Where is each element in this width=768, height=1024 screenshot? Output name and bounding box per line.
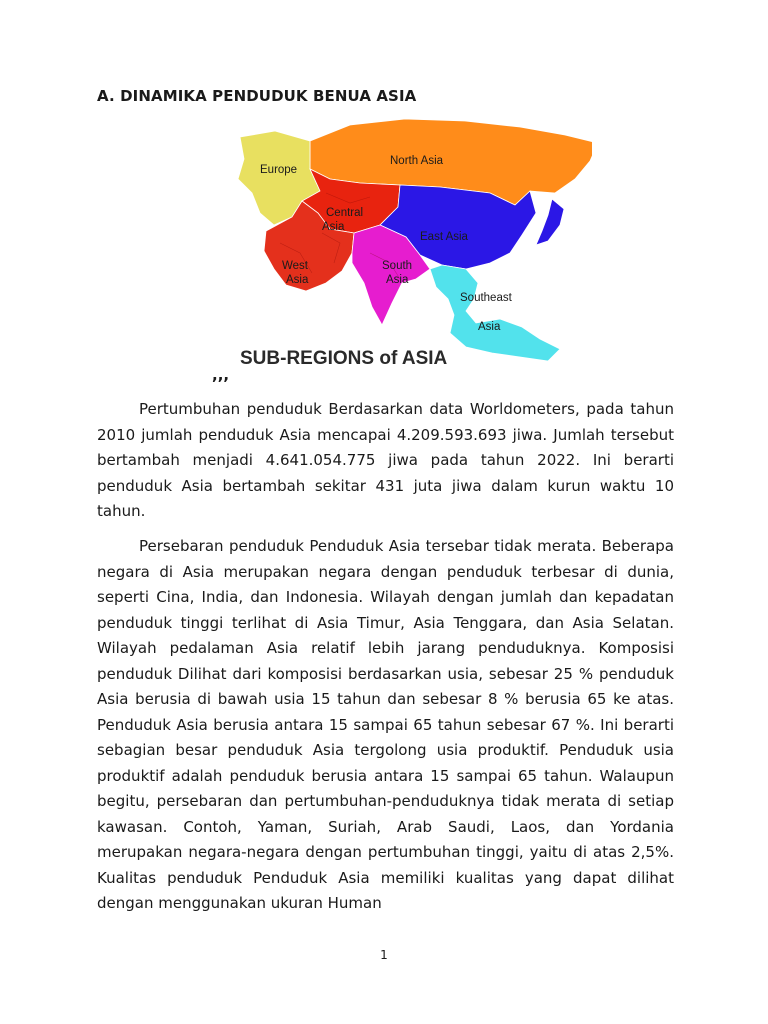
label-west-asia-1: West: [282, 260, 308, 272]
section-heading: A. DINAMIKA PENDUDUK BENUA ASIA: [97, 87, 417, 105]
label-north-asia: North Asia: [390, 155, 444, 167]
label-europe: Europe: [260, 164, 298, 176]
label-southeast-asia-1: Southeast: [460, 292, 512, 304]
asia-subregions-map: [230, 113, 592, 375]
paragraph-population-growth: [97, 397, 674, 525]
map-title: SUB-REGIONS of ASIA: [240, 348, 448, 369]
label-west-asia-2: Asia: [286, 274, 309, 286]
label-south-asia-1: South: [382, 260, 413, 272]
label-central-asia-2: Asia: [322, 221, 345, 233]
stray-mark: ,,,: [212, 366, 230, 384]
region-southeast-asia: [430, 265, 560, 361]
label-southeast-asia-2: Asia: [478, 321, 501, 333]
region-japan: [536, 199, 564, 245]
paragraph-text: Persebaran penduduk Penduduk Asia tersebar tidak merata. Beberapa negara di Asia merupakan negara dengan penduduk terbesar di dunia, seperti Cina, India, dan Indonesia. Wilayah dengan jumlah dan kepadatan penduduk tinggi terlihat di Asia Timur, Asia Tenggara, dan Asia Selatan. Wilayah pedalaman Asia relatif lebih jarang penduduknya. Komposisi penduduk Dilihat dari komposisi berdasarkan usia, sebesar 25 % penduduk Asia berusia di bawah usia 15 tahun dan sebesar 8 % berusia 65 ke atas. Penduduk Asia berusia antara 15 sampai 65 tahun sebesar 67 %. Ini berarti sebagian besar penduduk Asia tergolong usia produktif. Penduduk usia produktif adalah penduduk berusia antara 15 sampai 65 tahun. Walaupun begitu, persebaran dan pertumbuhan-penduduknya tidak merata di setiap kawasan. Contoh, Yaman, Suriah, Arab Saudi, Laos, dan Yordania merupakan negara-negara dengan pertumbuhan tinggi, yaitu di atas 2,5%. Kualitas penduduk Penduduk Asia memiliki kualitas yang dapat dilihat dengan menggunakan ukuran Human: [97, 537, 674, 912]
page-number: 1: [380, 948, 388, 962]
map-graphic: [230, 113, 592, 375]
paragraph-population-distribution: [97, 534, 674, 917]
label-east-asia: East Asia: [420, 231, 468, 243]
paragraph-text: Pertumbuhan penduduk Berdasarkan data Worldometers, pada tahun 2010 jumlah penduduk Asia mencapai 4.209.593.693 jiwa. Jumlah tersebut bertambah menjadi 4.641.054.775 jiwa pada tahun 2022. Ini berarti penduduk Asia bertambah sekitar 431 juta jiwa dalam kurun waktu 10 tahun.: [97, 400, 674, 520]
label-south-asia-2: Asia: [386, 274, 409, 286]
label-central-asia-1: Central: [326, 207, 364, 219]
